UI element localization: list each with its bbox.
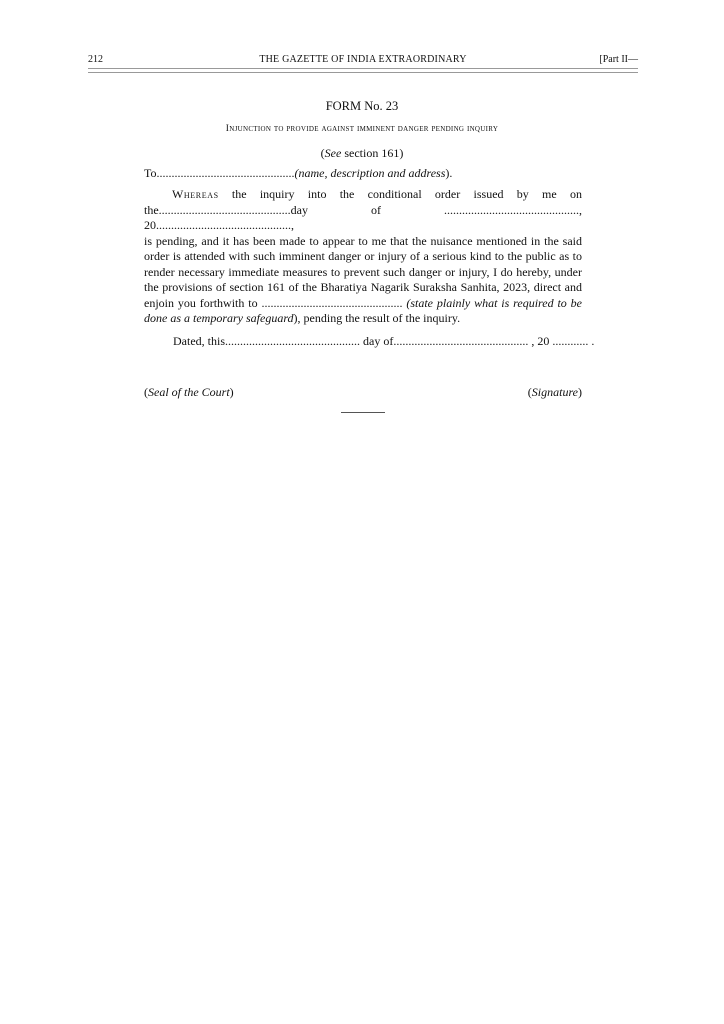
header-rule [88,68,638,73]
see-rest: section 161) [341,146,404,160]
seal-of-court: (Seal of the Court) [144,385,234,399]
para-line1-rest: the inquiry into the conditional order issued by me on [218,187,582,201]
signature-text: Signature [531,385,578,399]
paragraph-main: is pending, and it has been made to appear to me that the nuisance mentioned in the said order is attended with such imminent danger or injury of a serious kind to the public as to render necessary immediate measures to prevent such danger or injury, I do hereby, under the provisions of section 161 of the Bharatiya Nagarik Suraksha Sanhita, 2023, direct and enjoin you forthwith to ............................................... [144,233,582,310]
section-reference [0,146,724,161]
see-word: See [324,146,342,160]
injunction-paragraph [144,187,582,327]
paragraph-line-1 [144,187,582,203]
part-label: [Part II— [599,54,638,65]
paragraph-end: ), pending the result of the inquiry. [293,311,461,325]
page-number: 212 [88,54,103,65]
form-subtitle: Injunction to provide against imminent danger pending inquiry [225,124,499,134]
paragraph-line-2: the............................................day of ............................................., 20............................................., [144,202,582,232]
whereas-word: Whereas [172,187,219,201]
end-rule [341,412,385,413]
seal-text: Seal of the Court [148,385,230,399]
gazette-title: THE GAZETTE OF INDIA EXTRAORDINARY [259,54,467,65]
see-open: ( [320,146,325,160]
dated-line: Dated, this............................................. day of............................................. , 20 ............ . [173,334,595,348]
page-header [88,54,638,68]
addressee-line [144,166,582,182]
paragraph-italic: (state plainly what is required to be done as a temporary safeguard [144,295,582,325]
to-close: ). [445,166,453,180]
signature-label: (Signature) [527,385,582,399]
to-prefix: To.............................................. [144,166,295,180]
to-hint: (name, description and address [294,166,446,180]
form-number: FORM No. 23 [325,99,399,113]
